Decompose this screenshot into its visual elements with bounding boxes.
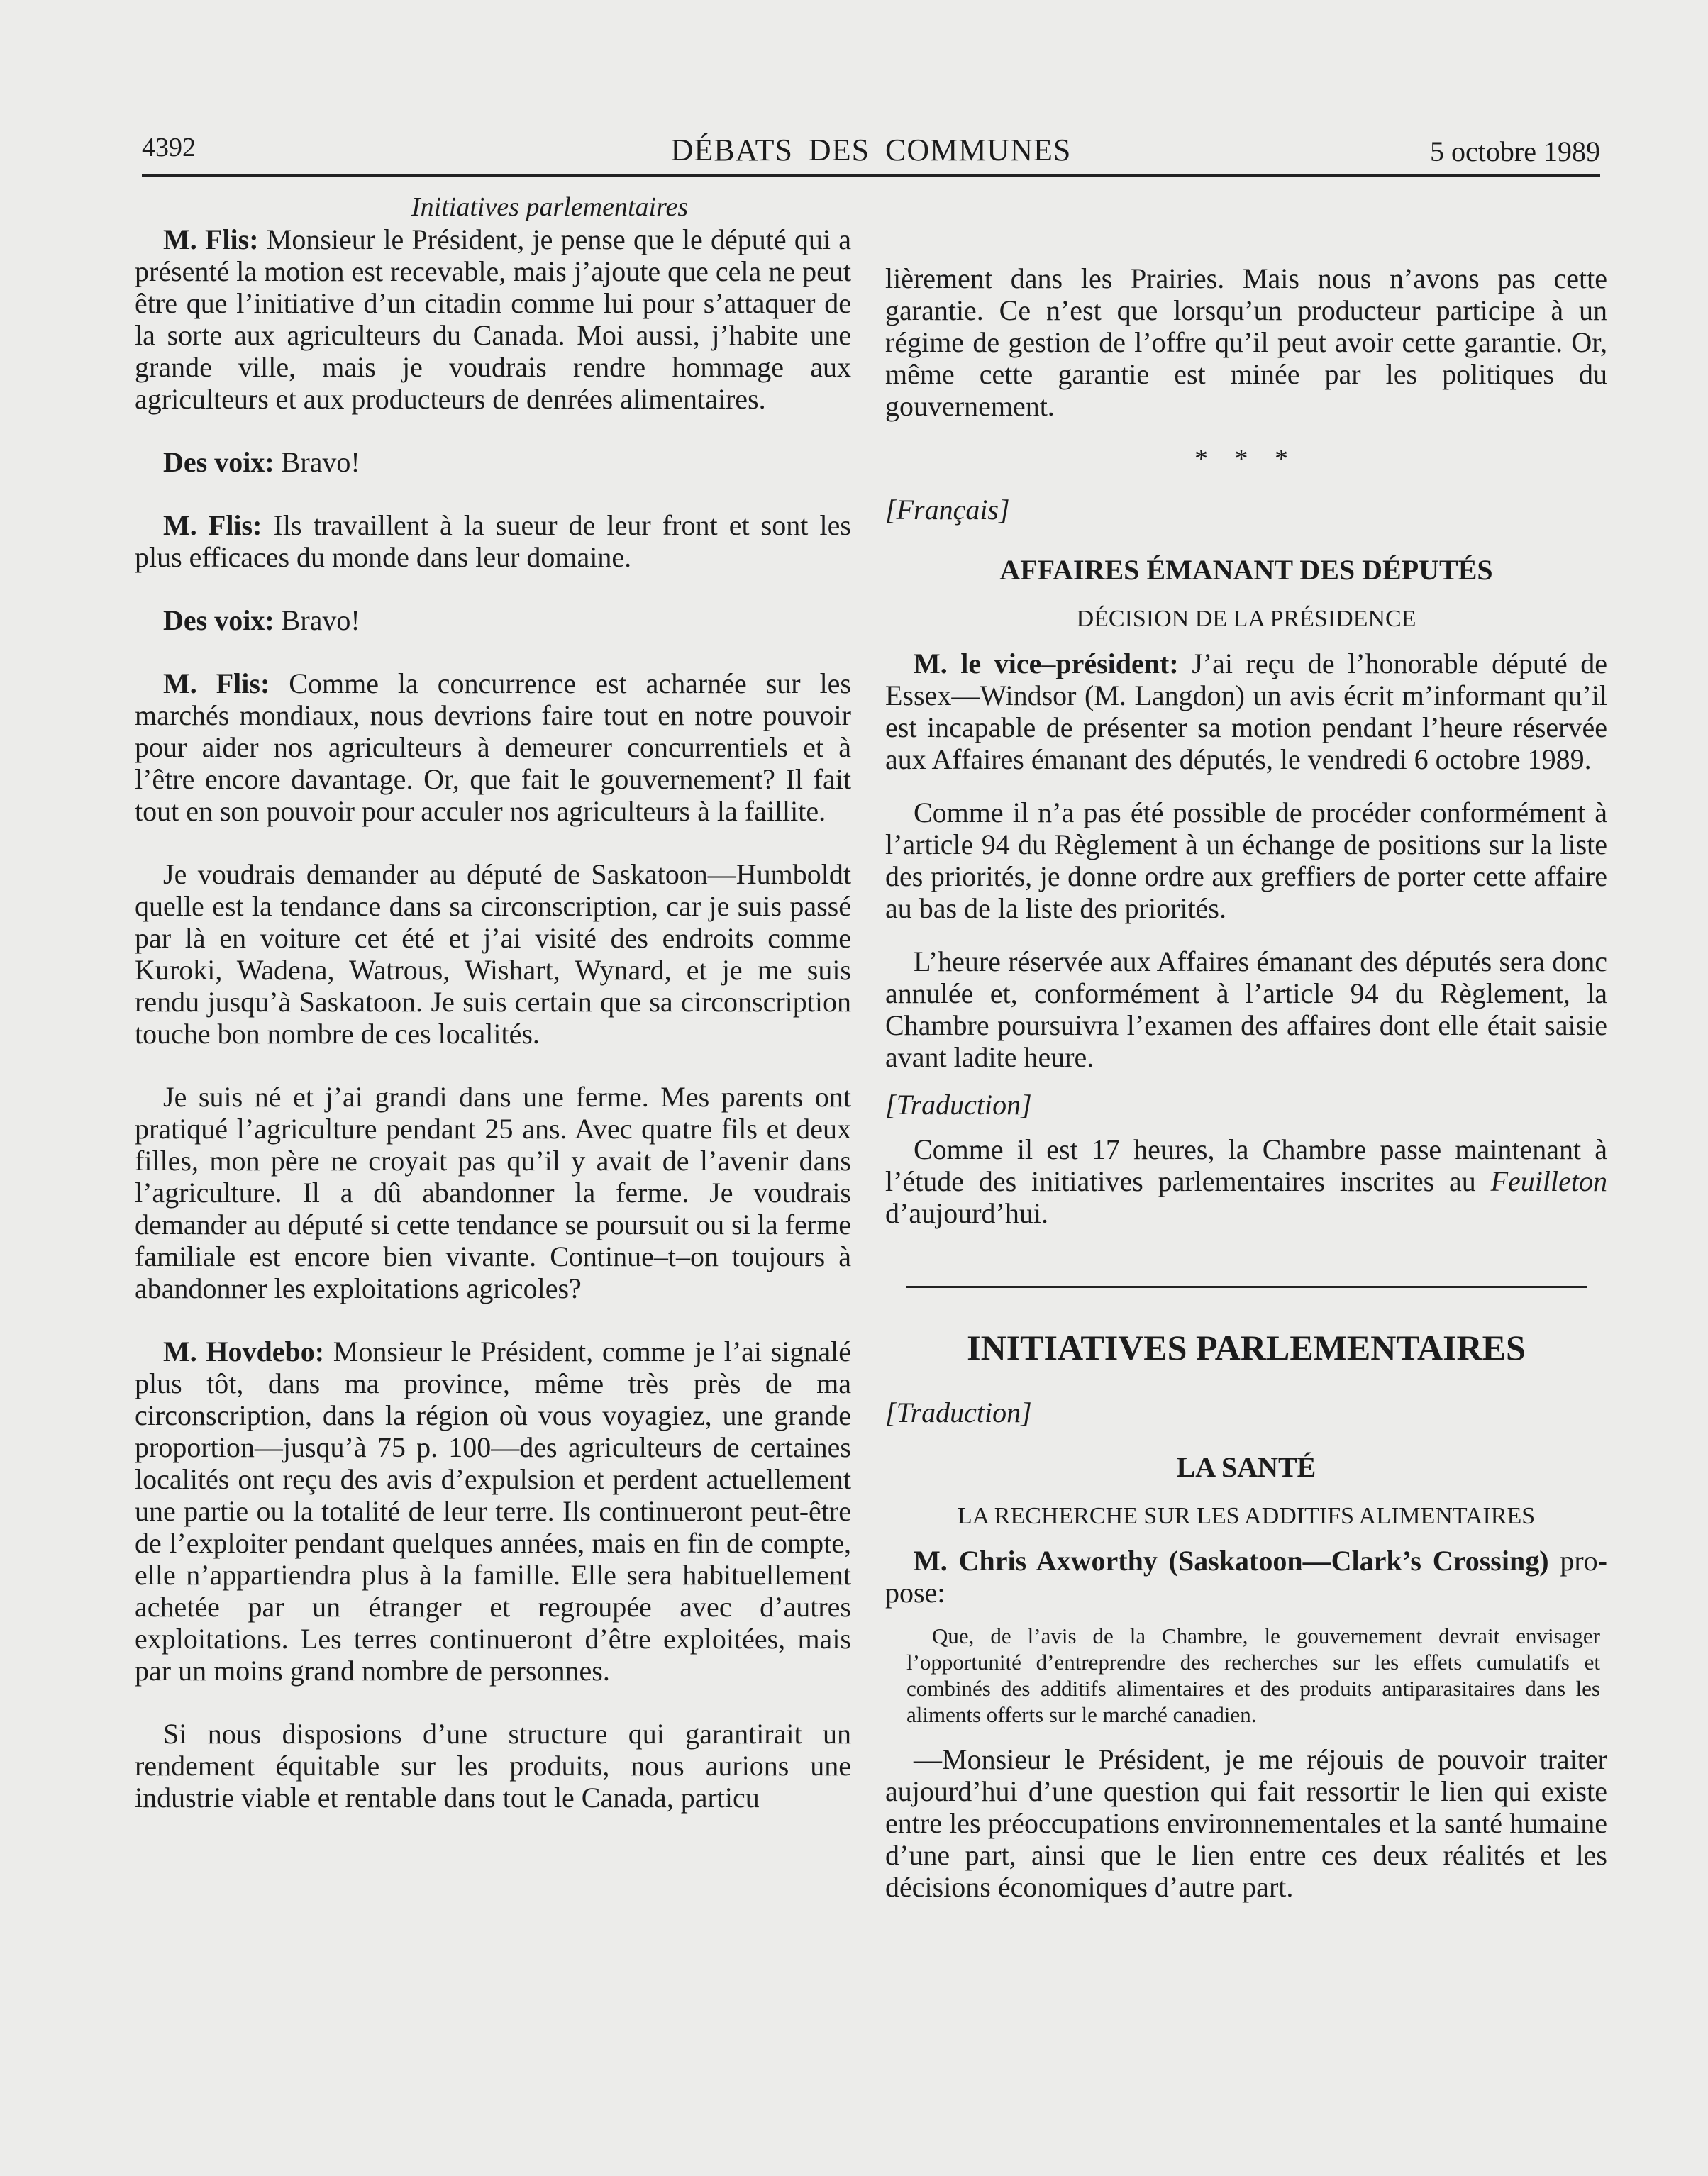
paragraph: L’heure réservée aux Affaires émanant des députés sera donc annulée et, conformément à l’article 94 du Règlement, la Chambre poursuivra l’examen des affaires dont elle était saisie avant ladite heure. [885,945,1607,1073]
language-marker: [Traduction] [885,1089,1032,1121]
paragraph: M. Flis: Monsieur le Président, je pense que le député qui a présenté la motion est recevable, mais j’ajoute que cela ne peut être que l’initiative d’un citadin comme lui pour s’attaquer de la sorte aux agriculteurs du Canada. Moi aussi, j’habite une grande ville, mais je voudrais rendre hommage aux agriculteurs et aux producteurs de denrées alimentaires. [135,223,851,415]
paragraph: Comme il n’a pas été possible de procéder conformément à l’article 94 du Règlement à un échange de positions sur la liste des priorités, je donne ordre aux greffiers de porter cette affaire au bas de la liste des priorités. [885,796,1607,924]
paragraph: Des voix: Bravo! [163,604,360,636]
page-header [142,132,1600,177]
speaker-name: M. Flis: [163,667,270,699]
speaker-name: M. Hovdebo: [163,1336,325,1367]
section-heading: AFFAIRES ÉMANANT DES DÉPUTÉS [999,554,1493,586]
publication-title: DÉBATS DES COMMUNES [670,133,1072,167]
section-divider [906,1286,1587,1288]
language-marker: [Français] [885,494,1010,526]
paragraph: Des voix: Bravo! [163,446,360,478]
paragraph: lièrement dans les Prairies. Mais nous n’avons pas cette garantie. Ce n’est que lorsqu’un producteur participe à un régime de gestion de l’offre qu’il peut avoir cette garantie. Or, même cette garantie est minée par les politiques du gouvernement. [885,262,1607,422]
paragraph: M. le vice–président: J’ai reçu de l’honorable député de Essex—Windsor (M. Langdon) un avis écrit m’informant qu’il est incapable de présenter sa motion pendant l’heure réservée aux Affaires émanant des députés, le vendredi 6 octobre 1989. [885,648,1607,775]
paragraph: Si nous disposions d’une structure qui garantirait un rendement équitable sur les produits, nous aurions une industrie viable et rentable dans tout le Canada, particu [135,1718,851,1814]
paragraph: M. Flis: Comme la concurrence est acharnée sur les marchés mondiaux, nous devrions faire tout en notre pouvoir pour aider nos agriculteurs à demeurer concurrentiels et à l’être encore davantage. Or, que fait le gouvernement? Il fait tout en son pouvoir pour acculer nos agriculteurs à la faillite. [135,667,851,827]
main-heading: INITIATIVES PARLEMENTAIRES [967,1328,1526,1367]
running-head: Initiatives parlementaires [411,192,689,222]
paragraph: M. Chris Axworthy (Saskatoon—Clark’s Crossing) propose: [885,1545,1607,1609]
speaker-name: M. Flis: [163,509,262,541]
motion-text: Que, de l’avis de la Chambre, le gouvernement devrait envisager l’opportunité d’entreprendre des recherches sur les effets cumulatifs et combinés des additifs alimentaires et des produits antiparasitaires dans les aliments offerts sur le marché canadien. [906,1623,1600,1727]
paragraph: Je suis né et j’ai grandi dans une ferme. Mes parents ont pratiqué l’agriculture pendant 25 ans. Avec quatre fils et deux filles, mon père ne croyait pas qu’il y avait de l’avenir dans l’agriculture. Il a dû abandonner la ferme. Je voudrais demander au député si cette tendance se poursuit ou si la ferme familiale est encore bien vivante. Continue–t–on toujours à abandonner les exploitations agricoles? [135,1081,851,1304]
section-separator-stars: * * * [1194,444,1298,474]
section-subheading: LA RECHERCHE SUR LES ADDITIFS ALIMENTAIRES [957,1503,1536,1529]
paragraph: Je voudrais demander au député de Saskatoon—Humboldt quelle est la tendance dans sa circonscription, car je suis passé par là en voiture cet été et j’ai visité des endroits comme Kuroki, Wadena, Watrous, Wishart, Wynard, et je me suis rendu jusqu’à Saskatoon. Je suis certain que sa circonscription touche bon nombre de ces localités. [135,858,851,1050]
speaker-name: Des voix: [163,446,274,478]
speaker-name: M. Chris Axworthy (Saskatoon—Clark’s Crossing) [914,1545,1549,1577]
left-column [135,191,851,1814]
speaker-name: M. le vice–président: [914,648,1179,679]
paragraph: M. Hovdebo: Monsieur le Président, comme je l’ai signalé plus tôt, dans ma province, même très près de ma circonscription, dans la région où vous voyagiez, une grande proportion—jusqu’à 75 p. 100—des agriculteurs de certaines localités ont reçu des avis d’expulsion et perdent actuellement une partie ou la totalité de leur terre. Ils continueront peut-être de l’exploiter pendant quelques années, mais en fin de compte, elle n’appartiendra plus à la famille. Elle sera habituellement achetée par un étranger et regroupée avec d’autres exploitations. Les terres continueront d’être exploitées, mais par un moins grand nombre de personnes. [135,1336,852,1687]
speaker-name: M. Flis: [163,223,259,255]
paragraph: —Monsieur le Président, je me réjouis de pouvoir traiter aujourd’hui d’une question qui fait ressortir le lien qui existe entre les préoccupations environnementales et la santé humaine d’une part, ainsi que le lien entre ces deux réalités et les décisions économiques d’autre part. [885,1743,1607,1903]
page-number: 4392 [142,133,196,162]
section-heading: LA SANTÉ [1176,1451,1316,1483]
right-column [885,191,1607,1903]
section-subheading: DÉCISION DE LA PRÉSIDENCE [1076,606,1416,632]
speaker-name: Des voix: [163,604,274,636]
publication-date: 5 octobre 1989 [1430,135,1600,167]
language-marker: [Traduction] [885,1397,1032,1428]
paragraph: M. Flis: Ils travaillent à la sueur de leur front et sont les plus efficaces du monde dans leur domaine. [135,509,851,573]
paragraph: Comme il est 17 heures, la Chambre passe maintenant à l’étude des initiatives parlementaires inscrites au Feuilleton d’aujourd’hui. [885,1133,1607,1229]
